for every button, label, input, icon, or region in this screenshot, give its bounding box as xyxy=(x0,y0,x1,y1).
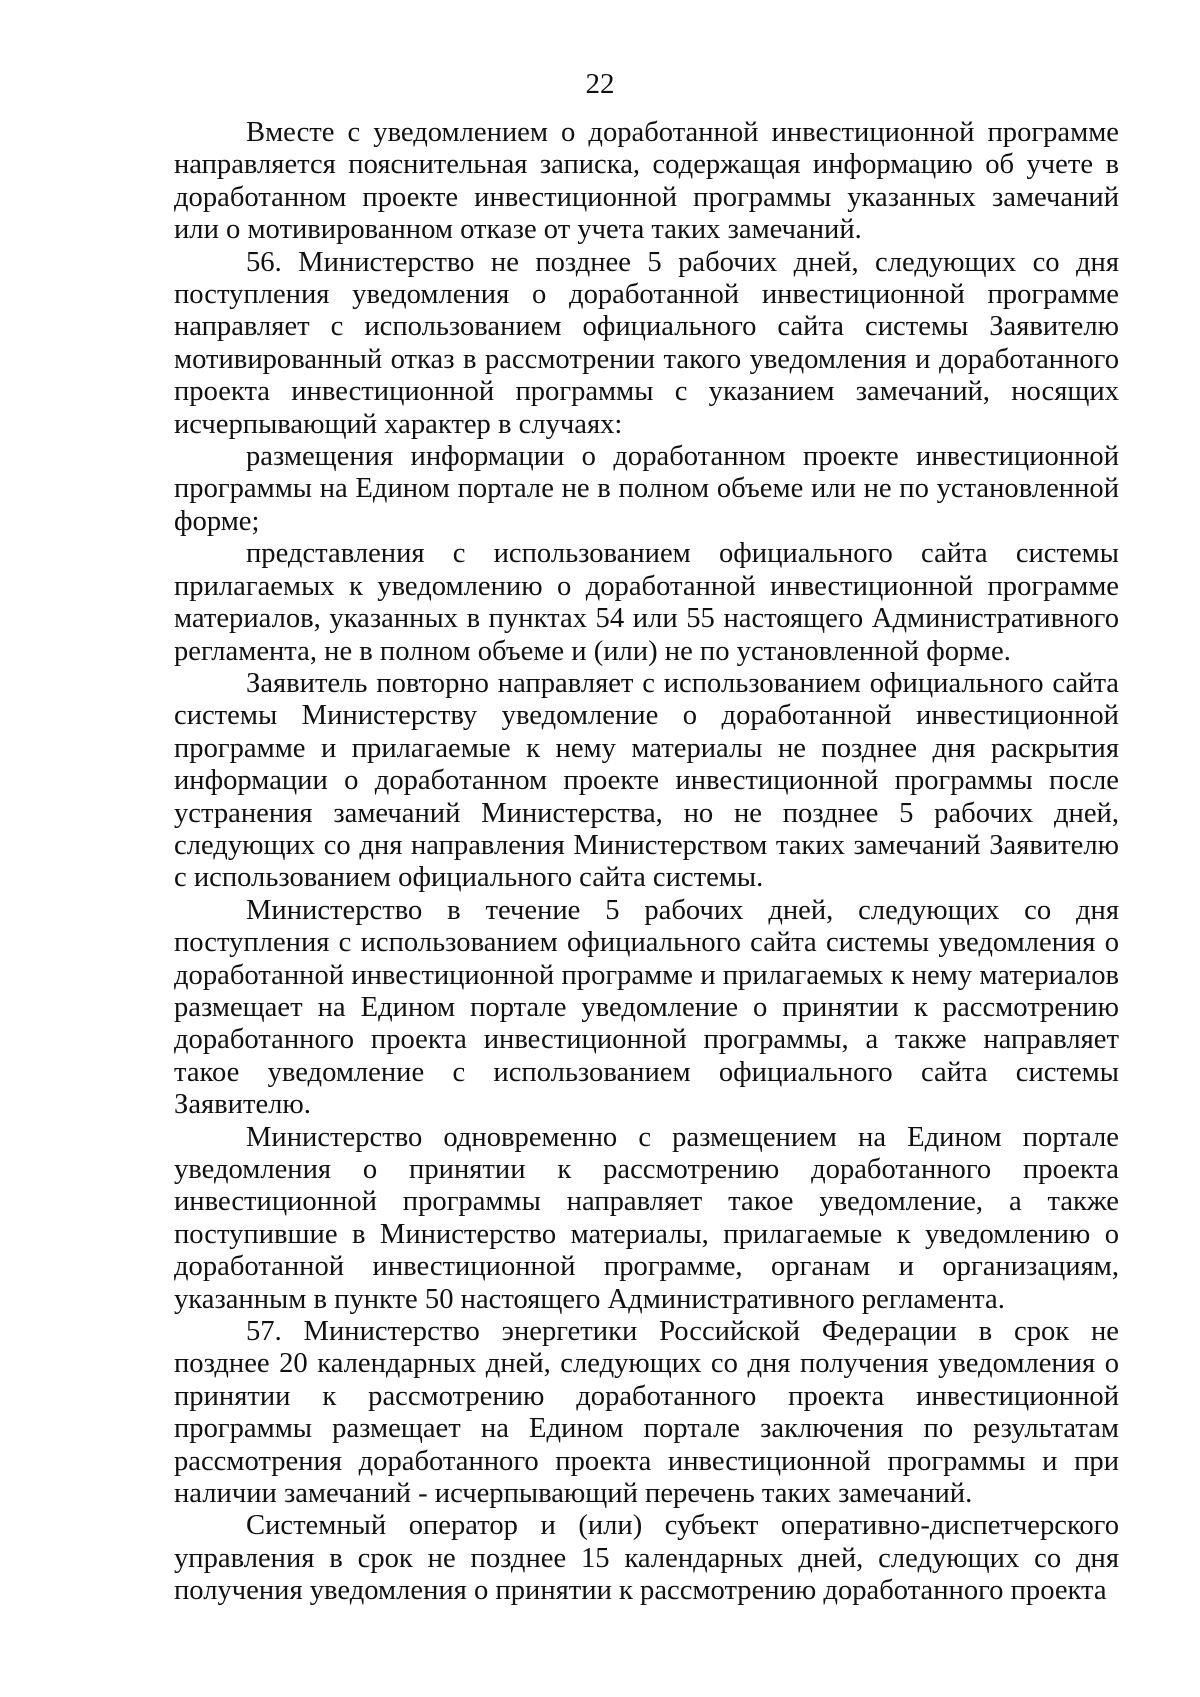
page-number: 22 xyxy=(585,68,615,100)
paragraph-resubmission: Заявитель повторно направляет с использованием официального сайта системы Министерству уведомление о доработанной инвестиционной программе и прилагаемые к нему материалы не позднее дня раскрытия информации о доработанном проекте инвестиционной программы после устранения замечаний Министерства, но не позднее 5 рабочих дней, следующих со дня направления Министерством таких замечаний Заявителю с использованием официального сайта системы. xyxy=(174,667,1119,894)
paragraph-case-portal-info: размещения информации о доработанном проекте инвестиционной программы на Едином портале не в полном объеме или не по установленной форме; xyxy=(174,441,1119,537)
paragraph-forwarding: Министерство одновременно с размещением на Едином портале уведомления о принятии к рассмотрению доработанного проекта инвестиционной программы направляет такое уведомление, а также поступившие в Министерство материалы, прилагаемые к уведомлению о доработанной инвестиционной программе, органам и организациям, указанным в пункте 50 настоящего Административного регламента. xyxy=(174,1121,1119,1315)
paragraph-acceptance-notice: Министерство в течение 5 рабочих дней, следующих со дня поступления с использованием официального сайта системы уведомления о доработанной инвестиционной программе и прилагаемых к нему материалов размещает на Едином портале уведомление о принятии к рассмотрению доработанного проекта инвестиционной программы, а также направляет такое уведомление с использованием официального сайта системы Заявителю. xyxy=(174,894,1119,1121)
paragraph-item-57: 57. Министерство энергетики Российской Федерации в срок не позднее 20 календарных дней, следующих со дня получения уведомления о принятии к рассмотрению доработанного проекта инвестиционной программы размещает на Едином портале заключения по результатам рассмотрения доработанного проекта инвестиционной программы и при наличии замечаний - исчерпывающий перечень таких замечаний. xyxy=(174,1316,1119,1510)
paragraph-case-materials: представления с использованием официального сайта системы прилагаемых к уведомлению о доработанной инвестиционной программе материалов, указанных в пунктах 54 или 55 настоящего Административного регламента, не в полном объеме и (или) не по установленной форме. xyxy=(174,538,1119,667)
paragraph-item-56: 56. Министерство не позднее 5 рабочих дней, следующих со дня поступления уведомления о доработанной инвестиционной программе направляет с использованием официального сайта системы Заявителю мотивированный отказ в рассмотрении такого уведомления и доработанного проекта инвестиционной программы с указанием замечаний, носящих исчерпывающий характер в случаях: xyxy=(174,246,1119,440)
paragraph-notification-note: Вместе с уведомлением о доработанной инвестиционной программе направляется пояснительная записка, содержащая информацию об учете в доработанном проекте инвестиционной программы указанных замечаний или о мотивированном отказе от учета таких замечаний. xyxy=(174,117,1119,246)
document-body xyxy=(174,117,1119,1608)
paragraph-system-operator: Системный оператор и (или) субъект оперативно-диспетчерского управления в срок не позднее 15 календарных дней, следующих со дня получения уведомления о принятии к рассмотрению доработанного проекта xyxy=(174,1510,1119,1607)
